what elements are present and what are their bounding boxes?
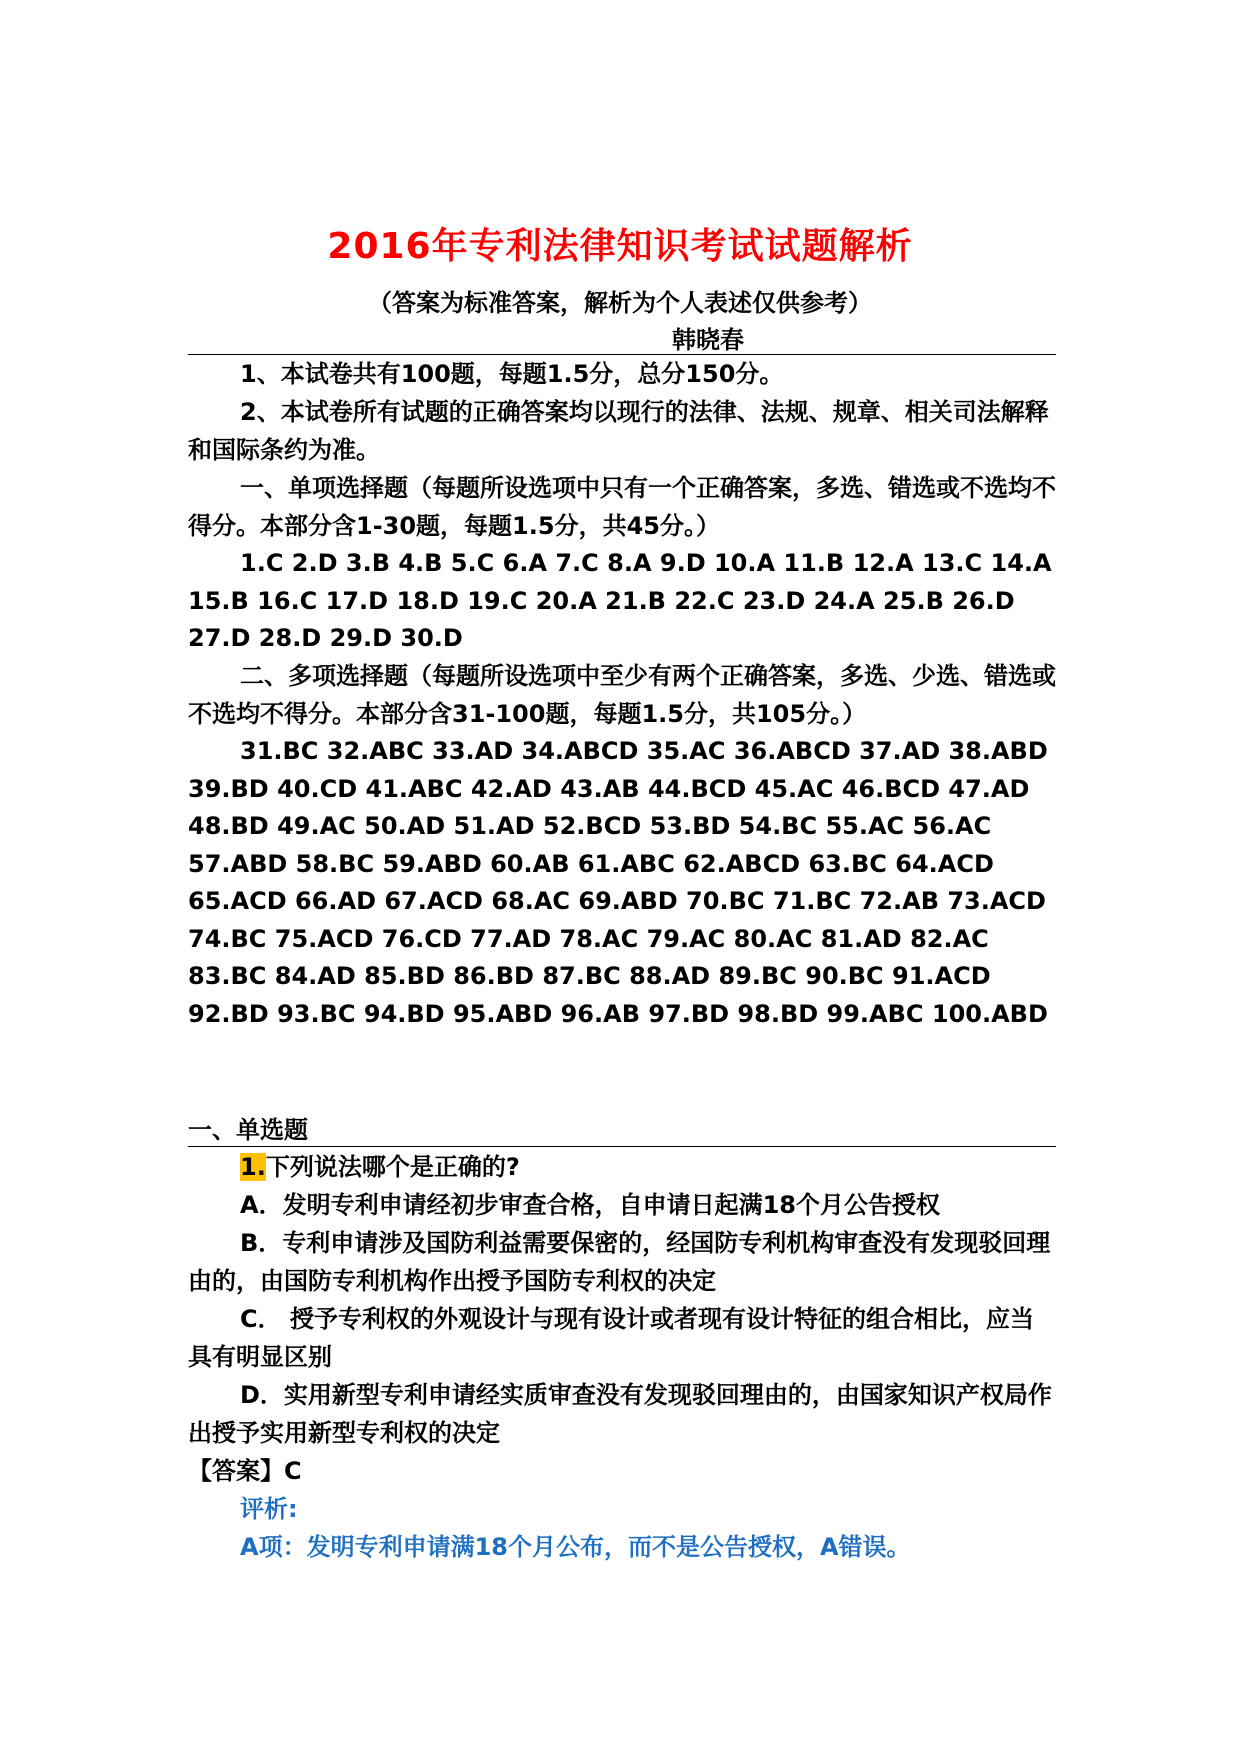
document-title: 2016年专利法律知识考试试题解析 xyxy=(327,226,913,267)
multi-choice-answers: 31.BC 32.ABC 33.AD 34.ABCD 35.AC 36.ABCD 37.AD 38.ABD 39.BD 40.CD 41.ABC 42.AD 43.AB 44.BCD 45.AC 46.BCD 47.AD 48.BD 49.AC 50.AD 51.AD 52.BCD 53.BD 54.BC 55.AC 56.AC 57.ABD 58.BC 59.ABD 60.AB 61.ABC 62.ABCD 63.BC 64.ACD 65.ACD 66.AD 67.ACD 68.AC 69.ABD 70.BC 71.BC 72.AB 73.ACD 74.BC 75.ACD 76.CD 77.AD 78.AC 79.AC 80.AC 81.AD 82.AC 83.BC 84.AD 85.BD 86.BD 87.BC 88.AD 89.BC 90.BC 91.ACD 92.BD 93.BC 94.BD 95.ABD 96.AB 97.BD 98.BD 99.ABC 100.ABD xyxy=(188,737,1048,1028)
option-c: C． 授予专利权的外观设计与现有设计或者现有设计特征的组合相比，应当具有明显区别 xyxy=(188,1305,1034,1371)
analysis-option-a: A项：发明专利申请满18个月公布，而不是公告授权，A错误。 xyxy=(240,1533,911,1561)
answer-line: 【答案】C xyxy=(188,1457,302,1485)
section-divider xyxy=(188,1146,1056,1147)
multi-choice-header: 二、多项选择题（每题所设选项中至少有两个正确答案，多选、少选、错选或不选均不得分。本部分含31-100题，每题1.5分，共105分。） xyxy=(188,662,1056,728)
option-a: A．发明专利申请经初步审查合格，自申请日起满18个月公告授权 xyxy=(240,1191,940,1219)
question-stem-text: 下列说法哪个是正确的? xyxy=(265,1153,520,1181)
option-b: B．专利申请涉及国防利益需要保密的，经国防专利机构审查没有发现驳回理由的，由国防专利机构作出授予国防专利权的决定 xyxy=(188,1229,1051,1295)
option-d: D．实用新型专利申请经实质审查没有发现驳回理由的，由国家知识产权局作出授予实用新型专利权的决定 xyxy=(188,1381,1052,1447)
header-divider xyxy=(188,354,1056,355)
document-subtitle: （答案为标准答案，解析为个人表述仅供参考） xyxy=(368,289,872,317)
question-1-stem xyxy=(188,1149,1056,1187)
analysis-label: 评析: xyxy=(240,1495,298,1523)
single-choice-header: 一、单项选择题（每题所设选项中只有一个正确答案，多选、错选或不选均不得分。本部分含1-30题，每题1.5分，共45分。） xyxy=(188,474,1056,540)
author-name: 韩晓春 xyxy=(672,326,744,354)
question-number-highlight: 1. xyxy=(240,1153,266,1181)
analysis-section-title: 一、单选题 xyxy=(188,1116,308,1144)
intro-paragraph-2: 2、本试卷所有试题的正确答案均以现行的法律、法规、规章、相关司法解释和国际条约为准。 xyxy=(188,398,1049,464)
intro-paragraph-1: 1、本试卷共有100题，每题1.5分，总分150分。 xyxy=(240,360,784,388)
single-choice-answers: 1.C 2.D 3.B 4.B 5.C 6.A 7.C 8.A 9.D 10.A 11.B 12.A 13.C 14.A 15.B 16.C 17.D 18.D 19.C 20.A 21.B 22.C 23.D 24.A 25.B 26.D 27.D 28.D 29.D 30.D xyxy=(188,549,1052,652)
